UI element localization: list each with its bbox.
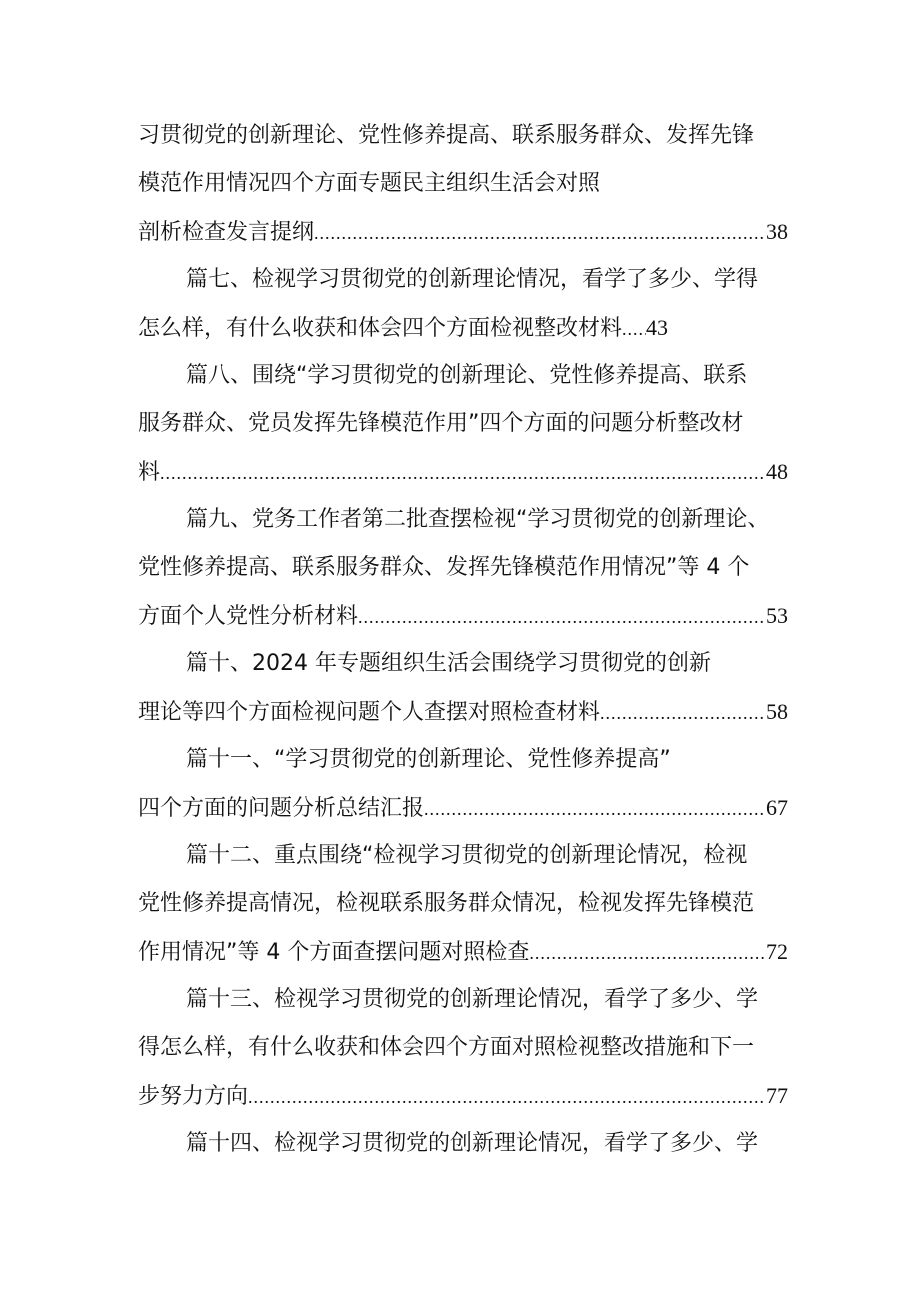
toc-entry-text: 理论等四个方面检视问题个人查摆对照检查材料 xyxy=(138,700,601,725)
toc-entry-line xyxy=(138,208,788,256)
toc-entry-line xyxy=(138,832,788,880)
toc-entry-line xyxy=(138,880,788,928)
toc-entry-text: 剖析检查发言提纲 xyxy=(138,220,315,245)
toc-entry-text: 得怎么样，有什么收获和体会四个方面对照检视整改措施和下一 xyxy=(138,1035,755,1060)
toc-entry-title[interactable]: 篇九、党务工作者第二批查摆检视“学习贯彻党的创新理论、 xyxy=(186,507,770,532)
toc-entry-line xyxy=(138,1024,788,1072)
toc-entry-line xyxy=(138,448,788,496)
dot-leader xyxy=(600,689,766,736)
toc-entry-line xyxy=(138,736,788,784)
toc-entry-line xyxy=(138,256,788,304)
toc-page-number[interactable]: 58 xyxy=(766,699,788,724)
toc-entry-text: 习贯彻党的创新理论、党性修养提高、联系服务群众、发挥先锋 xyxy=(138,123,755,148)
toc-entry-line xyxy=(138,352,788,400)
toc-entry-line xyxy=(138,544,788,592)
toc-entry-title[interactable]: 篇十一、“学习贯彻党的创新理论、党性修养提高” xyxy=(186,747,671,772)
dot-leader xyxy=(622,305,646,352)
toc-entry-line xyxy=(138,640,788,688)
dot-leader xyxy=(314,209,766,256)
toc-entry-line xyxy=(138,496,788,544)
toc-entry-line xyxy=(138,784,788,832)
toc-entry-title[interactable]: 篇十四、检视学习贯彻党的创新理论情况，看学了多少、学 xyxy=(186,1131,759,1156)
toc-page-number[interactable]: 43 xyxy=(646,315,669,340)
toc-entry-text: 怎么样，有什么收获和体会四个方面检视整改材料 xyxy=(138,316,623,341)
dot-leader xyxy=(424,785,766,832)
toc-entry-line xyxy=(138,688,788,736)
toc-entry-text: 方面个人党性分析材料 xyxy=(138,604,359,629)
toc-entry-line xyxy=(138,928,788,976)
toc-entry-title[interactable]: 篇十三、检视学习贯彻党的创新理论情况，看学了多少、学 xyxy=(186,987,759,1012)
toc-entry-line xyxy=(138,304,788,352)
toc-entry-line xyxy=(138,592,788,640)
toc-entry-title[interactable]: 篇八、围绕“学习贯彻党的创新理论、党性修养提高、联系 xyxy=(186,363,748,388)
toc-page-number[interactable]: 48 xyxy=(766,459,788,484)
toc-entry-text: 作用情况”等 4 个方面查摆问题对照检查 xyxy=(138,940,530,965)
toc-entry-text: 服务群众、党员发挥先锋模范作用”四个方面的问题分析整改材 xyxy=(138,411,744,436)
toc-entry-line xyxy=(138,112,788,160)
toc-entry-text: 党性修养提高、联系服务群众、发挥先锋模范作用情况”等 4 个 xyxy=(138,555,750,580)
toc-entry-text: 模范作用情况四个方面专题民主组织生活会对照 xyxy=(138,171,601,196)
dot-leader xyxy=(358,593,766,640)
toc-entry-title[interactable]: 篇十二、重点围绕“检视学习贯彻党的创新理论情况，检视 xyxy=(186,843,748,868)
toc-entry-line xyxy=(138,1072,788,1120)
dot-leader xyxy=(529,929,766,976)
toc-page-number[interactable]: 67 xyxy=(766,795,788,820)
toc-entry-text: 四个方面的问题分析总结汇报 xyxy=(138,796,425,821)
toc-entry-title[interactable]: 篇十、2024 年专题组织生活会围绕学习贯彻党的创新 xyxy=(186,651,711,676)
toc-entry-line xyxy=(138,160,788,208)
toc-entry-line xyxy=(138,1120,788,1168)
table-of-contents xyxy=(138,112,788,1168)
toc-entry-text: 党性修养提高情况，检视联系服务群众情况，检视发挥先锋模范 xyxy=(138,891,755,916)
toc-page-number[interactable]: 53 xyxy=(766,603,788,628)
dot-leader xyxy=(160,449,766,496)
toc-entry-line xyxy=(138,400,788,448)
toc-entry-text: 步努力方向 xyxy=(138,1084,249,1109)
toc-page-number[interactable]: 77 xyxy=(766,1083,788,1108)
dot-leader xyxy=(248,1073,766,1120)
toc-entry-title[interactable]: 篇七、检视学习贯彻党的创新理论情况，看学了多少、学得 xyxy=(186,267,759,292)
toc-page-number[interactable]: 72 xyxy=(766,939,788,964)
toc-entry-line xyxy=(138,976,788,1024)
toc-entry-text: 料 xyxy=(138,460,161,485)
toc-page-number[interactable]: 38 xyxy=(766,219,788,244)
